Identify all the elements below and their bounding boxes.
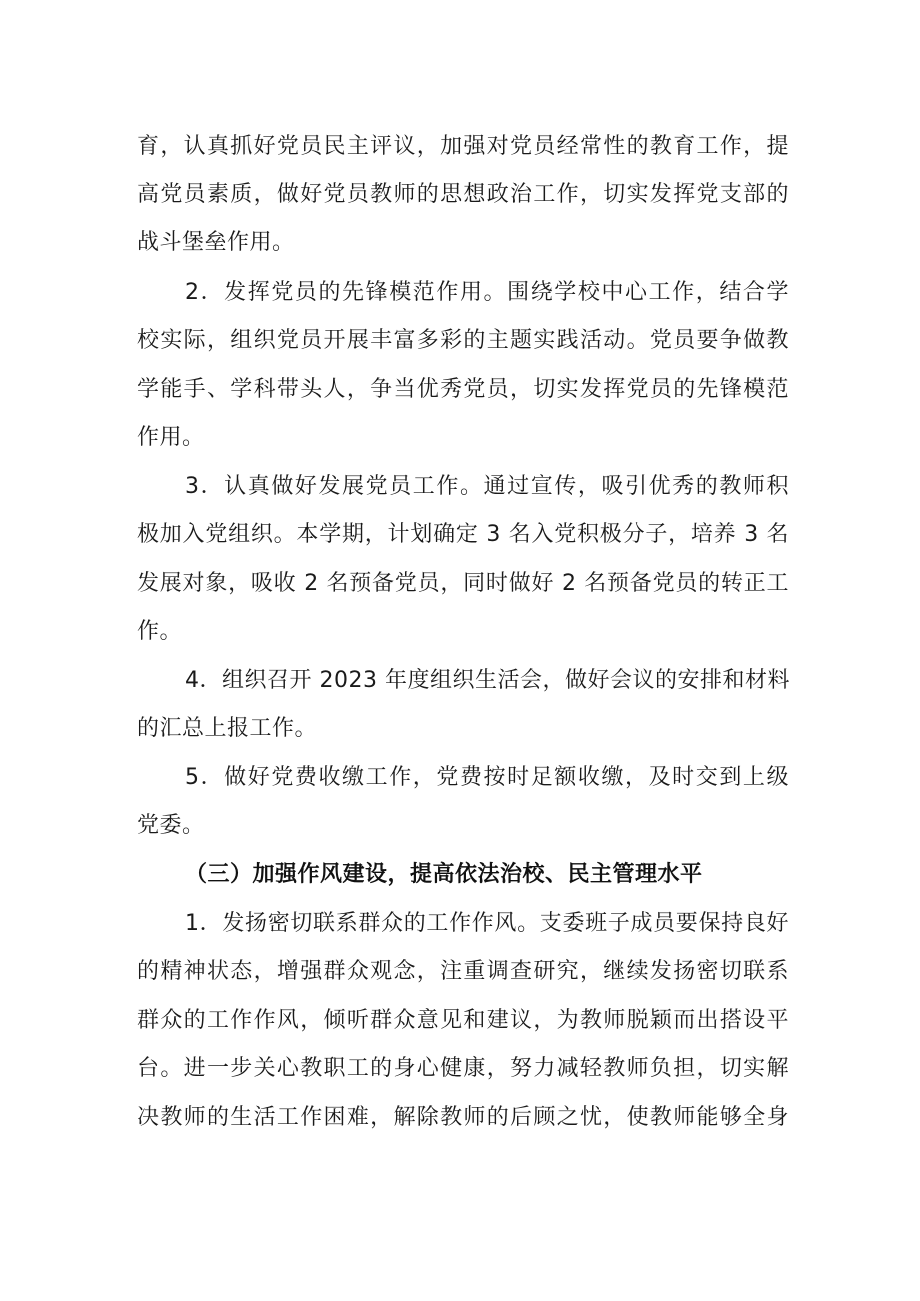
list-item-4-line: 4．组织召开 2023 年度组织生活会，做好会议的安排和材料 <box>185 668 790 693</box>
section-3-item-1-line: 的精神状态，增强群众观念，注重调查研究，继续发扬密切联系 <box>137 959 789 984</box>
list-item-2-line: 2．发挥党员的先锋模范作用。围绕学校中心工作，结合学 <box>185 280 789 305</box>
list-item-5-line: 5．做好党费收缴工作，党费按时足额收缴，及时交到上级 <box>185 765 789 790</box>
section-3-item-1-line: 台。进一步关心教职工的身心健康，努力减轻教师负担，切实解 <box>137 1056 789 1081</box>
list-item-3-line: 极加入党组织。本学期，计划确定 3 名入党积极分子，培养 3 名 <box>137 522 789 547</box>
list-item-2-line: 学能手、学科带头人，争当优秀党员，切实发挥党员的先锋模范 <box>137 377 789 402</box>
list-item-2-line: 作用。 <box>137 425 205 450</box>
section-3-item-1-line: 群众的工作作风，倾听群众意见和建议，为教师脱颖而出搭设平 <box>137 1008 789 1033</box>
section-heading: （三）加强作风建设，提高依法治校、民主管理水平 <box>185 862 703 887</box>
list-item-2-line: 校实际，组织党员开展丰富多彩的主题实践活动。党员要争做教 <box>137 328 789 353</box>
list-item-4-line: 的汇总上报工作。 <box>137 716 318 741</box>
list-item-3-line: 作。 <box>137 619 183 644</box>
paragraph-line: 育，认真抓好党员民主评议，加强对党员经常性的教育工作，提 <box>137 134 789 159</box>
paragraph-line: 高党员素质，做好党员教师的思想政治工作，切实发挥党支部的 <box>137 182 789 207</box>
section-3-item-1-line: 决教师的生活工作困难，解除教师的后顾之忧，使教师能够全身 <box>137 1105 789 1130</box>
section-3-item-1-line: 1．发扬密切联系群众的工作作风。支委班子成员要保持良好 <box>185 911 789 936</box>
list-item-3-line: 3．认真做好发展党员工作。通过宣传，吸引优秀的教师积 <box>185 474 789 499</box>
list-item-5-line: 党委。 <box>137 813 205 838</box>
list-item-3-line: 发展对象，吸收 2 名预备党员，同时做好 2 名预备党员的转正工 <box>137 571 789 596</box>
paragraph-line: 战斗堡垒作用。 <box>137 230 295 255</box>
